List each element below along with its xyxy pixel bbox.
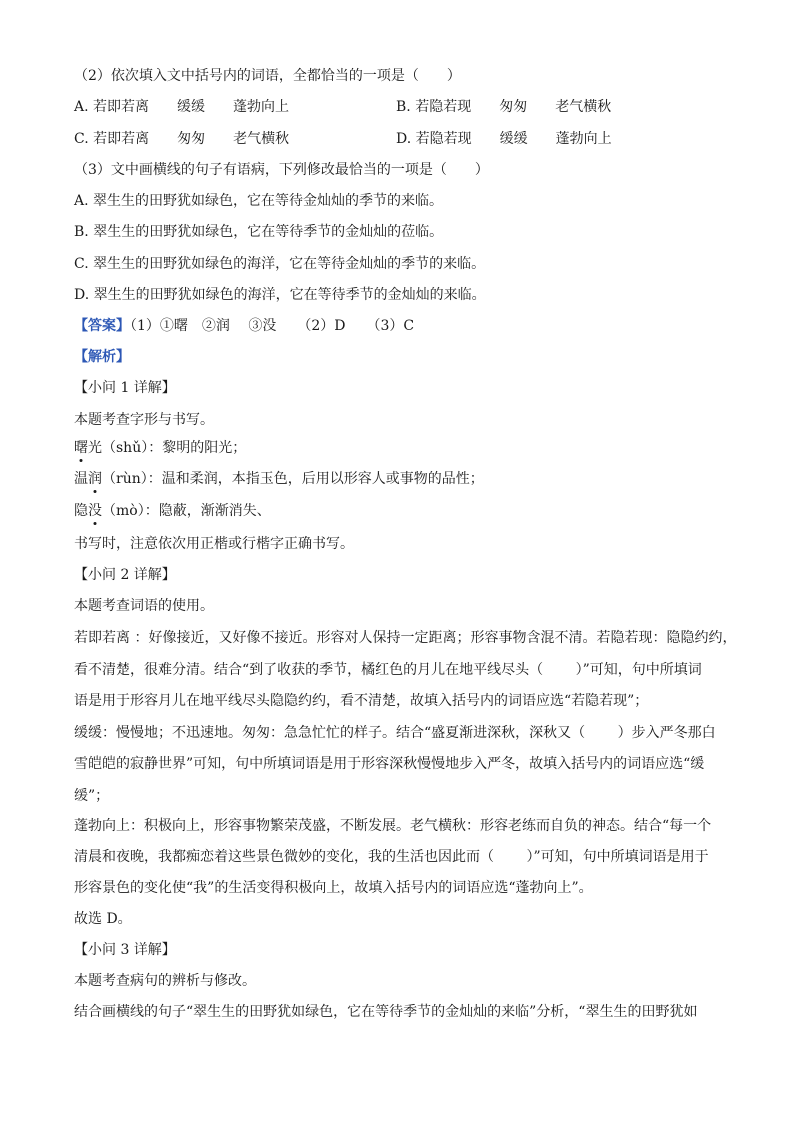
sub1-item-3-pre: 隐 — [74, 503, 88, 519]
sub1-item-1 — [74, 438, 246, 458]
sub3-heading: 【小问 3 详解】 — [74, 942, 176, 958]
sub2-intro: 本题考查词语的使用。 — [74, 598, 214, 614]
analysis-tag: 【解析】 — [74, 349, 130, 365]
emphasized-char: 没 — [88, 503, 102, 519]
sub3-intro: 本题考查病句的辨析与修改。 — [74, 973, 256, 989]
q2-stem: （2）依次填入文中括号内的词语，全都恰当的一项是（ ） — [74, 68, 461, 84]
answer-tag: 【答案】 — [74, 318, 130, 334]
answer-line — [74, 316, 414, 336]
sub1-item-2 — [74, 469, 484, 489]
q3-stem: （3）文中画横线的句子有语病，下列修改最恰当的一项是（ ） — [74, 162, 489, 178]
q2-option-b: B. 若隐若现 匆匆 老气横秋 — [396, 99, 612, 115]
q2-option-c: C. 若即若离 匆匆 老气横秋 — [74, 131, 290, 147]
q3-option-a: A. 翠生生的田野犹如绿色，它在等待金灿灿的季节的来临。 — [74, 193, 444, 209]
sub1-note: 书写时，注意依次用正楷或行楷字正确书写。 — [74, 536, 354, 552]
answer-text: （1）①曙 ②润 ③没 （2）D （3）C — [130, 318, 415, 334]
sub2-line: 形容景色的变化使“我”的生活变得积极向上，故填入括号内的词语应选“蓬勃向上”。 — [74, 880, 593, 896]
sub2-heading: 【小问 2 详解】 — [74, 567, 176, 583]
sub2-line: 蓬勃向上：积极向上，形容事物繁荣茂盛，不断发展。老气横秋：形容老练而自负的神态。结合“每一个 — [74, 818, 712, 834]
sub1-item-2-pre: 温 — [74, 471, 88, 487]
sub2-line: 雪皑皑的寂静世界”可知，句中所填词语是用于形容深秋慢慢地步入严冬，故填入括号内的词语应选“缓 — [74, 756, 705, 772]
q2-option-d: D. 若隐若现 缓缓 蓬勃向上 — [396, 131, 612, 147]
sub2-line: 语是用于形容月儿在地平线尽头隐隐约约，看不清楚，故填入括号内的词语应选“若隐若现”； — [74, 693, 649, 709]
sub1-heading: 【小问 1 详解】 — [74, 380, 176, 396]
emphasized-char: 润 — [88, 471, 102, 487]
q3-option-c: C. 翠生生的田野犹如绿色的海洋，它在等待金灿灿的季节的来临。 — [74, 256, 486, 272]
sub3-line: 结合画横线的句子“翠生生的田野犹如绿色，它在等待季节的金灿灿的来临”分析，“翠生生的田野犹如 — [74, 1004, 698, 1020]
emphasized-char: 曙 — [74, 440, 88, 456]
sub2-line: 若即若离 ：好像接近，又好像不接近。形容对人保持一定距离；形容事物含混不清。若隐若现：隐隐约约， — [74, 630, 737, 646]
sub1-item-2-rest: （rùn）：温和柔润，本指玉色，后用以形容人或事物的品性； — [102, 471, 484, 487]
q2-option-a: A. 若即若离 缓缓 蓬勃向上 — [74, 99, 290, 115]
sub2-line: 清晨和夜晚，我都痴恋着这些景色微妙的变化，我的生活也因此而（ ）”可知，句中所填词语是用于 — [74, 849, 709, 865]
sub1-intro: 本题考查字形与书写。 — [74, 412, 214, 428]
sub2-line: 缓缓：慢慢地；不迅速地。匆匆：急急忙忙的样子。结合“盛夏渐进深秋，深秋又（ ）步入严冬那白 — [74, 725, 716, 741]
sub1-item-1-rest: 光（shǔ）：黎明的阳光； — [88, 440, 247, 456]
sub1-item-3 — [74, 501, 271, 521]
sub2-line: 缓”； — [74, 788, 110, 804]
q3-option-b: B. 翠生生的田野犹如绿色，它在等待季节的金灿灿的莅临。 — [74, 224, 444, 240]
sub2-line: 看不清楚，很难分清。结合“到了收获的季节，橘红色的月儿在地平线尽头（ ）”可知，句中所填词 — [74, 662, 702, 678]
sub2-conclusion: 故选 D。 — [74, 911, 132, 927]
q3-option-d: D. 翠生生的田野犹如绿色的海洋，它在等待季节的金灿灿的来临。 — [74, 287, 486, 303]
sub1-item-3-rest: （mò）：隐蔽，渐渐消失、 — [102, 503, 271, 519]
